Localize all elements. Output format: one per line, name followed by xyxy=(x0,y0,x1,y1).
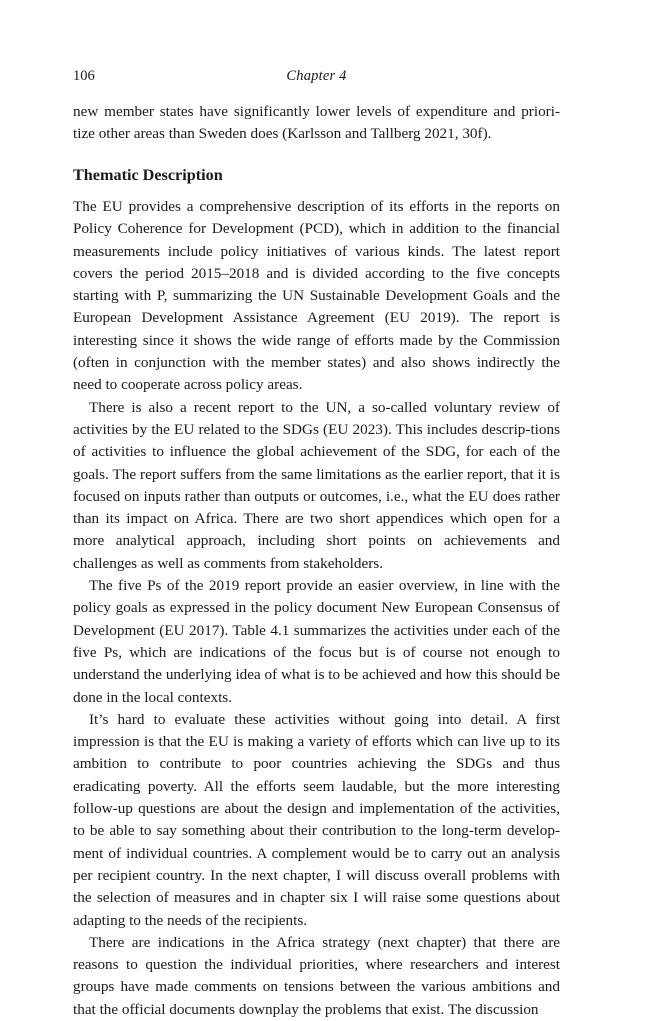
paragraph: There are indications in the Africa strategy (next chapter) that there are reasons to question the individual priorities, where researchers and interest groups have made comments on tensions between the various ambitions and that the official documents downplay the problems that exist. The discussion xyxy=(73,933,560,1018)
section-body xyxy=(73,196,560,1021)
running-head xyxy=(73,68,560,88)
section-heading: Thematic Description xyxy=(73,166,223,184)
paragraph: It’s hard to evaluate these activities without going into detail. A first impression is that the EU is making a variety of efforts which can live up to its ambition to contribute to poor countries achieving the SDGs and thus eradicating poverty. All the efforts seem laudable, but the more interesting follow-up questions are about the design and implementation of the activities, to be able to say something about their contribution to the long-term develop-ment of individual countries. A complement would be to carry out an analysis per recipient country. In the next chapter, I will discuss overall problems with the selection of measures and in chapter six I will raise some questions about adapting to the needs of the recipients. xyxy=(73,710,560,929)
paragraph: The five Ps of the 2019 report provide an easier overview, in line with the policy goals as expressed in the policy document New European Consensus of Development (EU 2017). Table 4.1 summarizes the activities under each of the five Ps, which are indications of the focus but is of course not enough to understand the underlying idea of what is to be achieved and how this should be done in the local contexts. xyxy=(73,577,560,706)
page-number: 106 xyxy=(73,68,95,84)
paragraph: The EU provides a comprehensive description of its efforts in the reports on Policy Coherence for Development (PCD), which in addition to the financial measurements include policy initiatives of various kinds. The latest report covers the period 2015–2018 and is divided according to the five concepts starting with P, summarizing the UN Sustainable Development Goals and the European Development Assistance Agreement (EU 2019). The report is interesting since it shows the wide range of efforts made by the Commission (often in conjunction with the member states) and also shows indirectly the need to cooperate across policy areas. xyxy=(73,198,560,394)
paragraph: There is also a recent report to the UN, a so-called voluntary review of activities by the EU related to the SDGs (EU 2023). This includes descrip-tions of activities to influence the global achievement of the SDG, for each of the goals. The report suffers from the same limitations as the earlier report, that it is focused on inputs rather than outputs or outcomes, i.e., what the EU does rather than its impact on Africa. There are two short appendices which open for a more analytical approach, including short points on achievements and challenges as well as comments from stakeholders. xyxy=(73,398,560,572)
chapter-label: Chapter 4 xyxy=(286,68,347,84)
intro-paragraph: new member states have significantly lower levels of expenditure and priori-tize other areas than Sweden does (Karlsson and Tallberg 2021, 30f). xyxy=(73,103,560,143)
intro-text xyxy=(73,101,560,146)
